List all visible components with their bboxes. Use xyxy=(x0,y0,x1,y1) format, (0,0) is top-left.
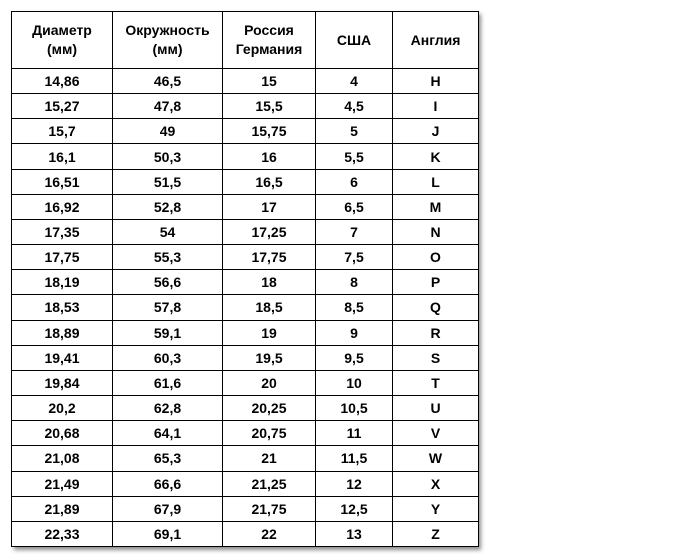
cell-circumference: 67,9 xyxy=(113,496,223,521)
cell-diameter: 20,2 xyxy=(12,396,113,421)
header-russia-germany: Россия Германия xyxy=(223,12,316,69)
cell-usa: 11 xyxy=(316,421,393,446)
ring-size-table xyxy=(11,11,479,547)
cell-circumference: 55,3 xyxy=(113,245,223,270)
table-row xyxy=(12,345,479,370)
cell-diameter: 14,86 xyxy=(12,69,113,94)
cell-usa: 6 xyxy=(316,169,393,194)
table-row xyxy=(12,194,479,219)
cell-diameter: 21,08 xyxy=(12,446,113,471)
table-row xyxy=(12,446,479,471)
cell-russia-germany: 20,75 xyxy=(223,421,316,446)
cell-circumference: 46,5 xyxy=(113,69,223,94)
table-row xyxy=(12,94,479,119)
cell-russia-germany: 17,25 xyxy=(223,219,316,244)
cell-russia-germany: 21,75 xyxy=(223,496,316,521)
table-row xyxy=(12,219,479,244)
cell-england: L xyxy=(393,169,479,194)
cell-diameter: 21,49 xyxy=(12,471,113,496)
cell-circumference: 66,6 xyxy=(113,471,223,496)
cell-circumference: 65,3 xyxy=(113,446,223,471)
header-usa: США xyxy=(316,12,393,69)
cell-russia-germany: 15 xyxy=(223,69,316,94)
cell-diameter: 18,19 xyxy=(12,270,113,295)
cell-russia-germany: 17 xyxy=(223,194,316,219)
table-row xyxy=(12,370,479,395)
header-diameter: Диаметр (мм) xyxy=(12,12,113,69)
cell-england: J xyxy=(393,119,479,144)
table-body xyxy=(12,69,479,547)
cell-diameter: 19,41 xyxy=(12,345,113,370)
cell-russia-germany: 19 xyxy=(223,320,316,345)
cell-russia-germany: 21 xyxy=(223,446,316,471)
cell-circumference: 64,1 xyxy=(113,421,223,446)
cell-diameter: 16,1 xyxy=(12,144,113,169)
cell-russia-germany: 16,5 xyxy=(223,169,316,194)
cell-circumference: 51,5 xyxy=(113,169,223,194)
table-row xyxy=(12,521,479,546)
header-england: Англия xyxy=(393,12,479,69)
cell-circumference: 52,8 xyxy=(113,194,223,219)
cell-russia-germany: 15,75 xyxy=(223,119,316,144)
cell-england: Y xyxy=(393,496,479,521)
cell-russia-germany: 18 xyxy=(223,270,316,295)
cell-circumference: 60,3 xyxy=(113,345,223,370)
cell-usa: 12 xyxy=(316,471,393,496)
header-circumference: Окружность (мм) xyxy=(113,12,223,69)
cell-usa: 11,5 xyxy=(316,446,393,471)
cell-diameter: 18,53 xyxy=(12,295,113,320)
table-row xyxy=(12,471,479,496)
cell-circumference: 50,3 xyxy=(113,144,223,169)
cell-diameter: 16,51 xyxy=(12,169,113,194)
cell-russia-germany: 20 xyxy=(223,370,316,395)
cell-usa: 9,5 xyxy=(316,345,393,370)
cell-usa: 8 xyxy=(316,270,393,295)
cell-england: R xyxy=(393,320,479,345)
cell-circumference: 69,1 xyxy=(113,521,223,546)
cell-england: S xyxy=(393,345,479,370)
cell-circumference: 49 xyxy=(113,119,223,144)
cell-england: P xyxy=(393,270,479,295)
cell-russia-germany: 15,5 xyxy=(223,94,316,119)
cell-diameter: 21,89 xyxy=(12,496,113,521)
cell-england: V xyxy=(393,421,479,446)
table-row xyxy=(12,119,479,144)
header-row xyxy=(12,12,479,69)
table-row xyxy=(12,144,479,169)
table-row xyxy=(12,295,479,320)
cell-england: Z xyxy=(393,521,479,546)
cell-circumference: 61,6 xyxy=(113,370,223,395)
cell-usa: 7,5 xyxy=(316,245,393,270)
cell-england: U xyxy=(393,396,479,421)
cell-diameter: 15,7 xyxy=(12,119,113,144)
cell-circumference: 57,8 xyxy=(113,295,223,320)
table-row xyxy=(12,270,479,295)
table-row xyxy=(12,245,479,270)
cell-russia-germany: 16 xyxy=(223,144,316,169)
cell-circumference: 62,8 xyxy=(113,396,223,421)
ring-size-table-container xyxy=(11,11,478,547)
cell-usa: 10 xyxy=(316,370,393,395)
cell-russia-germany: 19,5 xyxy=(223,345,316,370)
cell-england: T xyxy=(393,370,479,395)
cell-england: H xyxy=(393,69,479,94)
cell-usa: 4 xyxy=(316,69,393,94)
cell-england: I xyxy=(393,94,479,119)
table-row xyxy=(12,69,479,94)
cell-russia-germany: 17,75 xyxy=(223,245,316,270)
cell-circumference: 59,1 xyxy=(113,320,223,345)
cell-russia-germany: 20,25 xyxy=(223,396,316,421)
table-row xyxy=(12,396,479,421)
cell-england: W xyxy=(393,446,479,471)
cell-usa: 7 xyxy=(316,219,393,244)
cell-usa: 10,5 xyxy=(316,396,393,421)
cell-diameter: 15,27 xyxy=(12,94,113,119)
table-row xyxy=(12,496,479,521)
cell-diameter: 22,33 xyxy=(12,521,113,546)
cell-usa: 5 xyxy=(316,119,393,144)
cell-circumference: 56,6 xyxy=(113,270,223,295)
cell-england: N xyxy=(393,219,479,244)
table-row xyxy=(12,421,479,446)
cell-diameter: 17,35 xyxy=(12,219,113,244)
cell-circumference: 54 xyxy=(113,219,223,244)
cell-england: X xyxy=(393,471,479,496)
cell-england: M xyxy=(393,194,479,219)
cell-usa: 9 xyxy=(316,320,393,345)
cell-diameter: 18,89 xyxy=(12,320,113,345)
cell-england: Q xyxy=(393,295,479,320)
cell-usa: 13 xyxy=(316,521,393,546)
table-row xyxy=(12,169,479,194)
cell-england: O xyxy=(393,245,479,270)
cell-diameter: 17,75 xyxy=(12,245,113,270)
cell-usa: 4,5 xyxy=(316,94,393,119)
cell-russia-germany: 22 xyxy=(223,521,316,546)
cell-diameter: 20,68 xyxy=(12,421,113,446)
cell-england: K xyxy=(393,144,479,169)
cell-russia-germany: 18,5 xyxy=(223,295,316,320)
cell-usa: 12,5 xyxy=(316,496,393,521)
cell-russia-germany: 21,25 xyxy=(223,471,316,496)
cell-circumference: 47,8 xyxy=(113,94,223,119)
table-row xyxy=(12,320,479,345)
cell-diameter: 19,84 xyxy=(12,370,113,395)
cell-diameter: 16,92 xyxy=(12,194,113,219)
cell-usa: 5,5 xyxy=(316,144,393,169)
cell-usa: 6,5 xyxy=(316,194,393,219)
cell-usa: 8,5 xyxy=(316,295,393,320)
